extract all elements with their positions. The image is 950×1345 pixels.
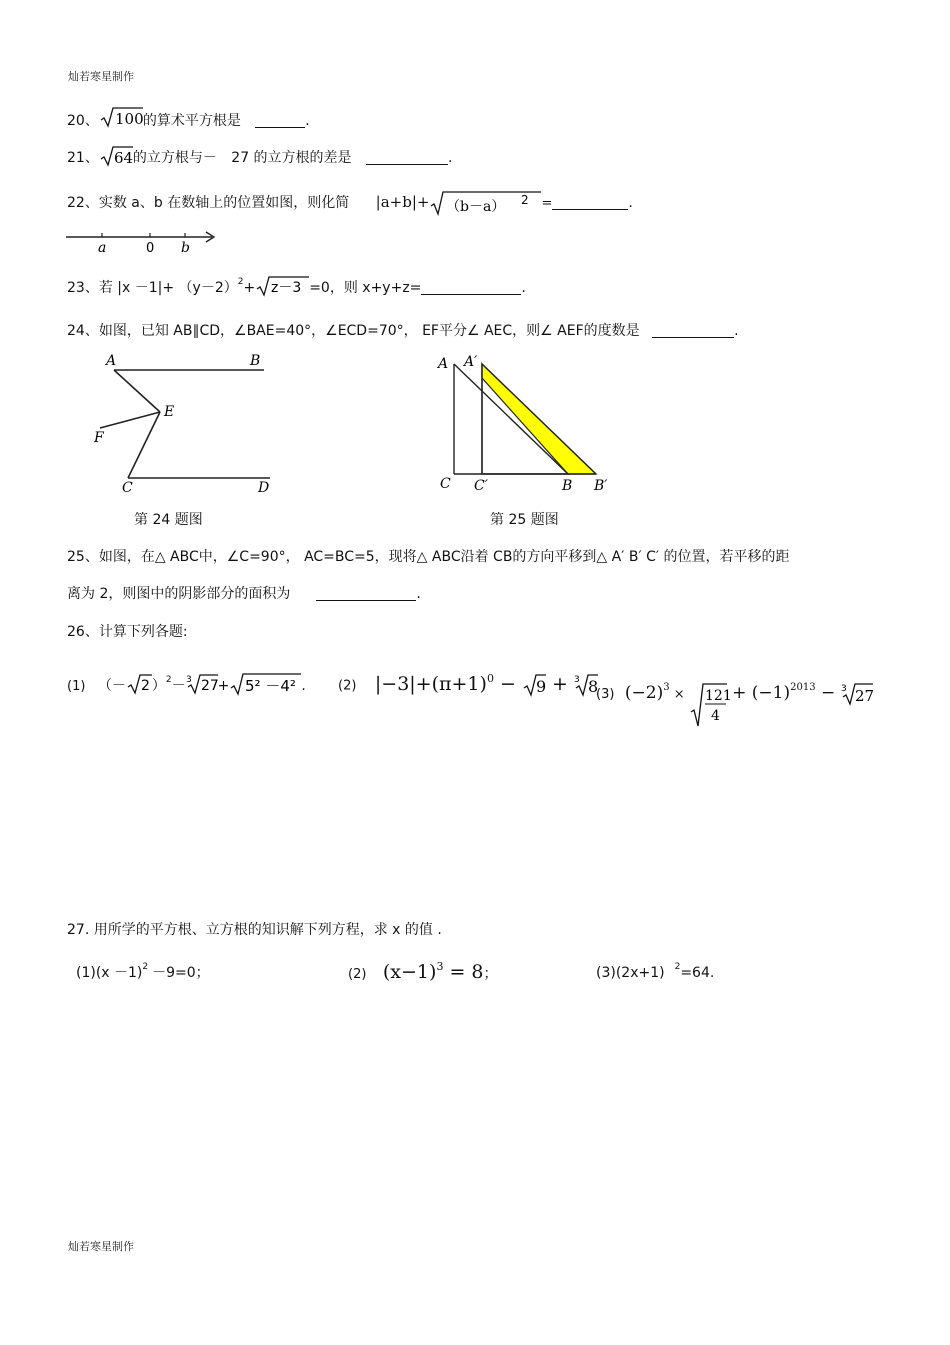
q27-p3-tail: =64. [680,965,715,981]
sqrt-symbol [255,275,309,301]
svg-text:9: 9 [535,677,547,696]
q27-p3: (3)(2x+1) [596,965,665,981]
svg-text:2: 2 [521,193,530,207]
question-25-line2 [67,583,421,603]
q26-p3-label: (3) [596,687,615,702]
q25-answer-blank[interactable] [316,586,416,601]
label-C: C [440,476,451,492]
q26-part3 [596,668,874,724]
question-23 [67,275,526,301]
axis-label-0: 0 [146,241,155,256]
q24-answer-blank[interactable] [652,323,734,338]
question-27-title: 27. 用所学的平方根、立方根的知识解下列方程，求 x 的值 . [67,922,442,938]
question-24 [67,320,739,340]
q22-radicand: （b－a） [446,199,506,215]
q20-radicand: 100 [114,110,144,128]
label-E: E [164,404,175,420]
figure-25 [432,350,622,500]
caption-25: 第 25 题图 [490,512,559,528]
q27-p2-label: (2) [348,967,367,982]
q26-part1 [67,672,306,700]
q23-text2: =0，则 x+y+z= [309,280,422,296]
q25-text: 离为 2，则图中的阴影部分的面积为 [67,586,291,602]
q27-part1 [76,962,210,982]
q26-p3-expr: $(-2)^3$ × 121 4 + $(-1)^{2013}$ − 3 27 [625,683,873,703]
q22-end: . [628,195,633,211]
svg-text:5² －4²: 5² －4² [245,677,297,695]
label-B: B [250,353,261,369]
q22-number: 22、 [67,195,99,211]
q21-end: . [448,150,453,166]
header-watermark: 灿若寒星制作 [68,70,134,83]
q26-p2-label: (2) [338,678,357,694]
q20-answer-blank[interactable] [255,113,305,128]
sqrt-symbol [429,188,541,218]
q22-eq: = [541,196,553,211]
q23-answer-blank[interactable] [421,280,521,295]
cube-root-symbol [841,679,873,708]
axis-label-b: b [181,240,190,256]
label-B-prime: B′ [594,478,608,494]
q21-number: 21、 [67,150,99,166]
q22-text: 实数 a、b 在数轴上的位置如图，则化简 [98,195,350,211]
label-F: F [94,430,104,446]
q21-answer-blank[interactable] [366,150,448,165]
sqrt-symbol [99,106,143,132]
label-C: C [122,480,133,496]
label-D: D [258,480,270,496]
q23-exp: 2 [237,277,244,287]
axis-label-a: a [98,240,107,256]
question-26-title: 26、计算下列各题: [67,624,188,640]
question-25-line1: 25、如图，在△ ABC中，∠C=90°， AC=BC=5，现将△ ABC沿着 CB的方向平移到△ A′ B′ C′ 的位置，若平移的距 [67,549,790,565]
figure-24 [90,350,280,500]
q23-text1: 若 |x －1|+ （y－2） [98,280,238,296]
q22-abs: |a+b|+ [375,193,430,211]
q27-p2-semi: ； [483,966,498,982]
q23-plus: + [243,280,256,296]
sqrt-fraction [689,668,732,724]
svg-text:2: 2 [140,678,150,694]
q26-p1-c: － [171,678,186,694]
q26-p1-exp: 2 [165,675,172,685]
svg-text:3: 3 [185,675,192,685]
svg-text:3: 3 [840,684,847,694]
svg-text:121: 121 [704,688,732,704]
q26-p1-end: . [301,678,306,694]
label-A: A [106,353,117,369]
label-B: B [562,478,573,494]
svg-text:8: 8 [587,677,599,696]
q26-part2 [338,670,598,699]
question-21 [67,145,452,171]
question-22 [67,188,633,218]
q24-end: . [734,323,739,339]
q27-p2-expr: $(x-1)^3 = 8$ [382,960,484,983]
q26-p1-a: （－ [97,678,126,694]
q21-radicand: 64 [113,149,133,167]
cube-root-symbol [574,670,598,699]
q25-end: . [416,586,421,602]
sqrt-symbol [229,672,301,700]
q27-p1-tail: －9=0； [152,965,210,981]
q27-part2 [348,960,498,983]
q26-p1-b: ） [151,678,166,694]
q21-text1: 的立方根与－ [132,150,217,166]
q21-text2: 27 的立方根的差是 [231,150,352,166]
q26-p2-expr: $|-3|+(\pi+1)^0$ − 9 + 3 8 [375,673,598,695]
svg-text:27: 27 [854,687,874,705]
q27-p1: (1)(x －1) [76,965,143,981]
question-20 [67,108,310,134]
svg-text:4: 4 [710,708,720,724]
q20-text: 的算术平方根是 [142,113,241,129]
svg-text:27: 27 [200,678,219,694]
q24-number: 24、 [67,323,99,339]
number-line [66,228,218,254]
sqrt-symbol [126,673,152,699]
sqrt-symbol [522,670,546,699]
q26-p1-plus: + [217,678,230,694]
q27-part3 [596,962,714,981]
q27-p1-exp: 2 [142,962,149,972]
sqrt-symbol [99,145,133,171]
q27-p3-exp: 2 [674,962,681,972]
q20-end: . [305,113,310,129]
q22-answer-blank[interactable] [552,195,628,210]
q24-text: 如图，已知 AB∥CD，∠BAE=40°，∠ECD=70°， EF平分∠ AEC，则∠ AEF的度数是 [98,323,640,339]
caption-24: 第 24 题图 [134,512,203,528]
q23-radicand: z－3 [271,280,302,296]
q23-number: 23、 [67,280,99,296]
footer-watermark: 灿若寒星制作 [68,1240,134,1253]
label-C-prime: C′ [474,478,488,494]
q23-end: . [521,280,526,296]
q20-number: 20、 [67,113,99,129]
cube-root-symbol [186,673,218,699]
q26-p1-label: (1) [67,679,86,694]
label-A-prime: A′ [464,354,478,370]
svg-text:3: 3 [573,675,580,685]
q22-expression [375,193,553,215]
label-A: A [438,356,449,372]
